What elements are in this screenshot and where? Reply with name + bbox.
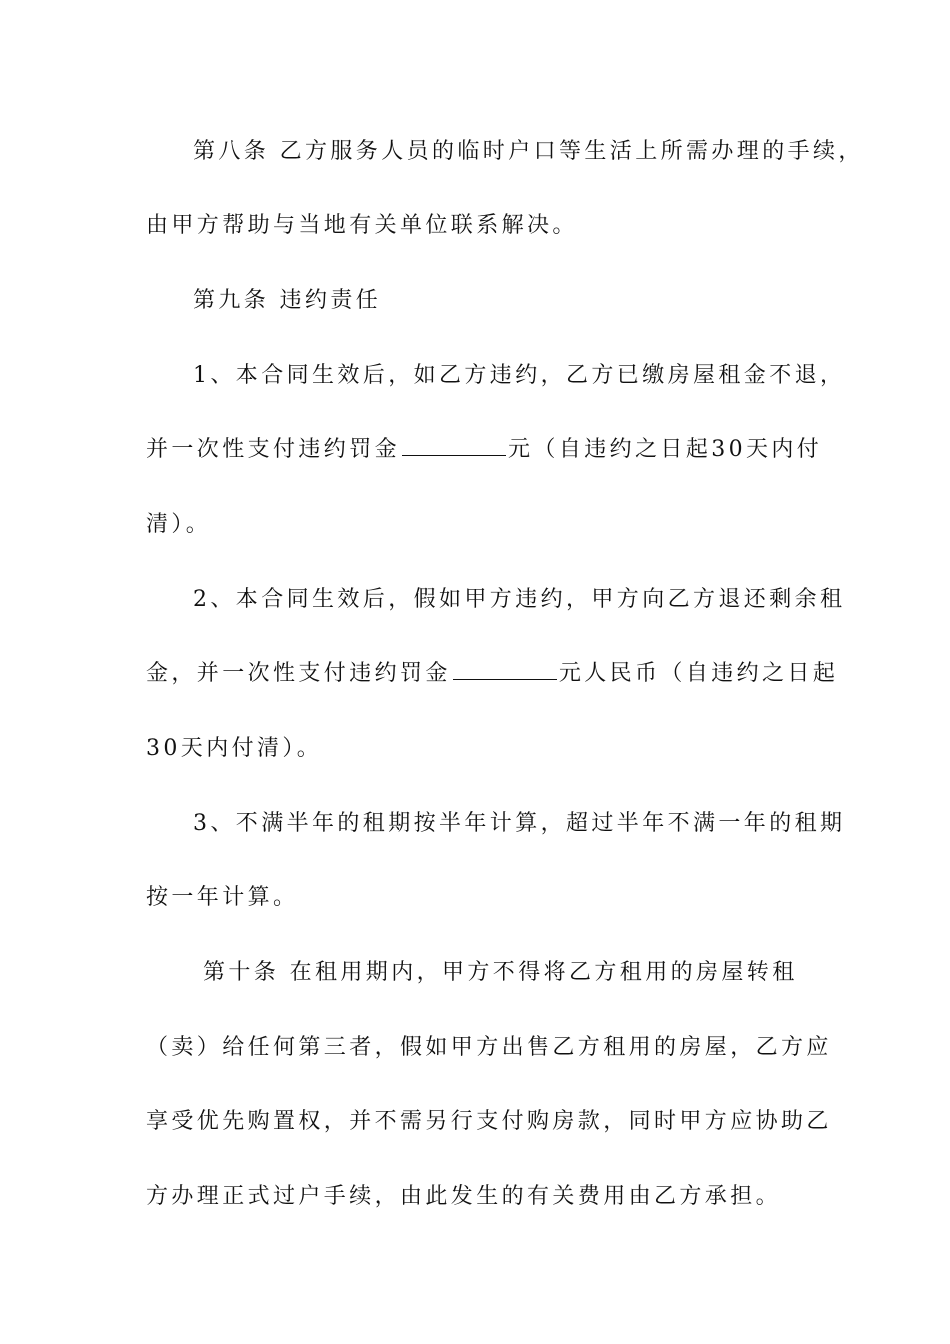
article-9-item-1-line-2	[146, 436, 826, 464]
penalty-amount-blank-1	[402, 437, 506, 456]
article-10-line-1: 第十条 在租用期内，甲方不得将乙方租用的房屋转租	[203, 960, 798, 985]
article-9-title: 第九条 违约责任	[193, 288, 382, 313]
article-9-item-2-line-1: 2、本合同生效后，假如甲方违约，甲方向乙方退还剩余租	[193, 587, 846, 612]
article-9-item-2-line-2	[146, 660, 839, 688]
penalty-amount-blank-2	[453, 661, 557, 680]
article-10-line-4: 方办理正式过户手续，由此发生的有关费用由乙方承担。	[146, 1184, 782, 1209]
item-2-text-after-blank: 元人民币（自违约之日起	[558, 661, 839, 686]
item-1-text-before-blank: 并一次性支付违约罚金	[146, 437, 401, 462]
article-9-item-3-line-1: 3、不满半年的租期按半年计算，超过半年不满一年的租期	[193, 811, 846, 836]
article-8-line-1: 第八条 乙方服务人员的临时户口等生活上所需办理的手续，	[193, 139, 864, 164]
item-1-text-after-blank: 元（自违约之日起30天内付	[508, 437, 823, 462]
item-2-text-before-blank: 金，并一次性支付违约罚金	[146, 661, 451, 686]
article-9-item-2-line-3: 30天内付清）。	[146, 736, 323, 761]
article-9-item-1-line-3: 清）。	[146, 512, 212, 537]
article-10-line-2: （卖）给任何第三者，假如甲方出售乙方租用的房屋，乙方应	[146, 1035, 832, 1060]
article-9-item-3-line-2: 按一年计算。	[146, 885, 299, 910]
article-9-item-1-line-1: 1、本合同生效后，如乙方违约，乙方已缴房屋租金不退，	[193, 363, 846, 388]
article-8-line-2: 由甲方帮助与当地有关单位联系解决。	[146, 213, 578, 238]
article-10-line-3: 享受优先购置权，并不需另行支付购房款，同时甲方应协助乙	[146, 1109, 832, 1134]
